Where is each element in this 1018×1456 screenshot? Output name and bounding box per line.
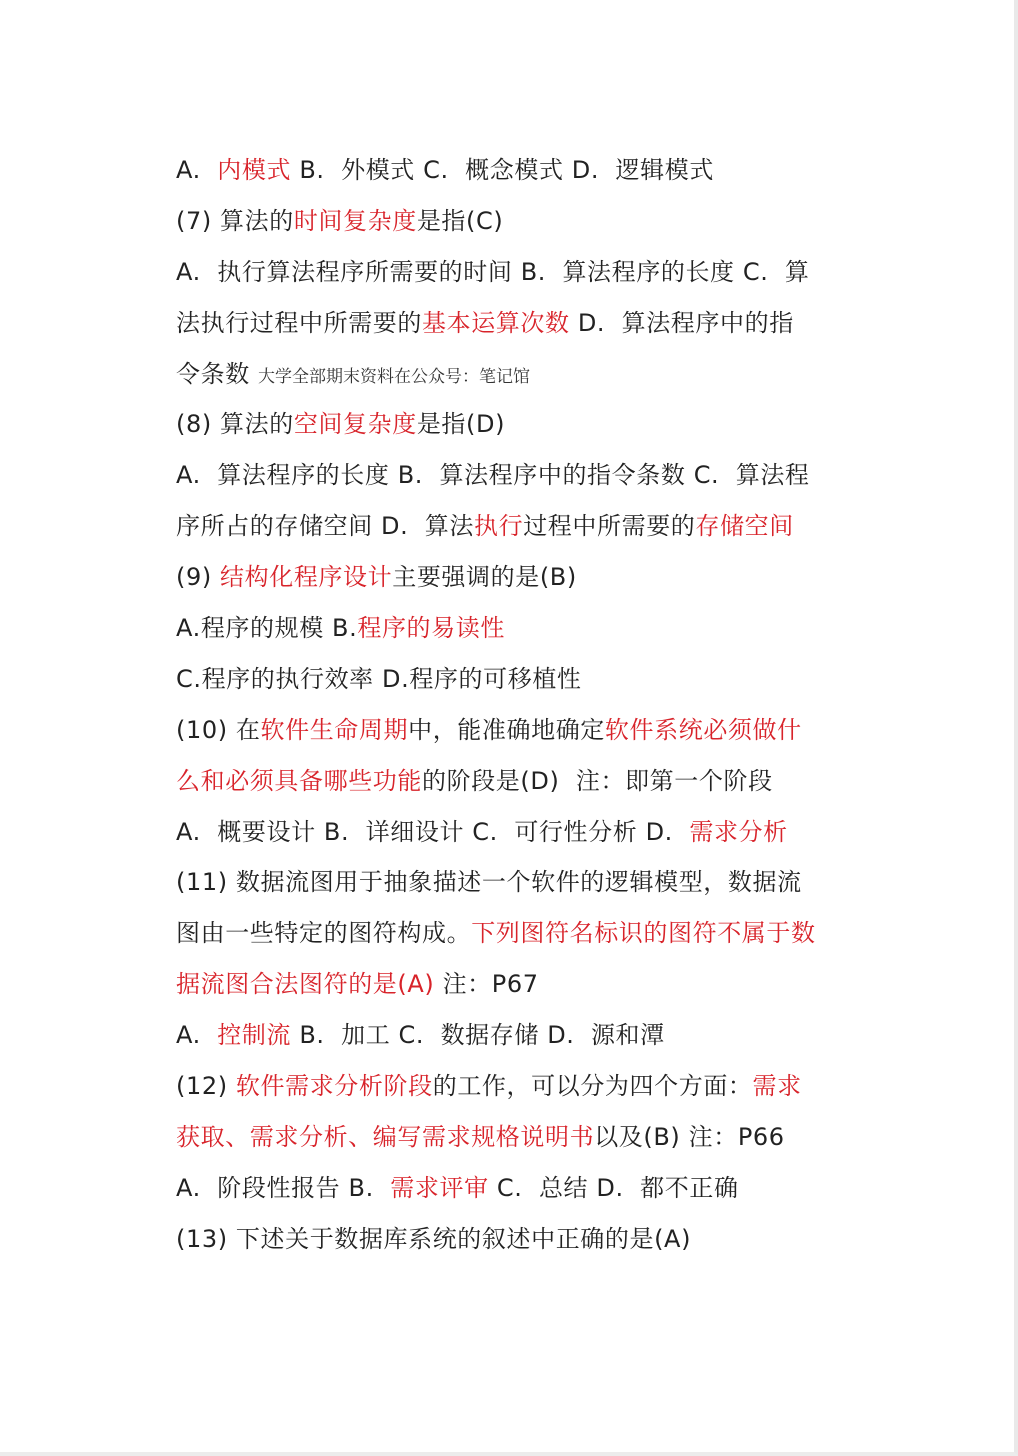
text-segment: 是指(D) (416, 410, 506, 439)
text-segment: (7) 算法的 (176, 206, 294, 235)
text-segment: 主要强调的是(B) (392, 563, 577, 592)
highlighted-text: 需求分析 (689, 817, 788, 846)
text-line (176, 654, 866, 705)
text-segment: C. 总结 D. 都不正确 (488, 1173, 739, 1202)
text-segment: A. 阶段性报告 B. (176, 1173, 391, 1202)
highlighted-text: 存储空间 (695, 512, 794, 541)
text-line (176, 399, 866, 450)
text-line (176, 807, 866, 858)
text-segment: 注：P67 (434, 970, 539, 999)
highlighted-text: 控制流 (217, 1021, 292, 1050)
watermark-note: 大学全部期末资料在公众号：笔记馆 (258, 366, 531, 387)
text-segment: B. 加工 C. 数据存储 D. 源和潭 (291, 1021, 665, 1050)
highlighted-text: 内模式 (217, 156, 292, 184)
text-line (176, 247, 866, 298)
text-segment: B. 外模式 C. 概念模式 D. 逻辑模式 (291, 156, 714, 184)
highlighted-text: 据流图合法图符的是(A) (176, 970, 435, 999)
document-body (176, 145, 866, 1265)
text-line (176, 501, 866, 552)
text-segment: A. (176, 156, 218, 184)
text-segment: A. 算法程序的长度 B. 算法程序中的指令条数 C. 算法程 (176, 461, 810, 490)
text-line (176, 450, 866, 501)
text-line (176, 552, 866, 603)
text-line (176, 196, 866, 247)
text-segment: A. 执行算法程序所需要的时间 B. 算法程序的长度 C. 算 (176, 257, 810, 286)
text-segment: (8) 算法的 (176, 410, 294, 439)
highlighted-text: 么和必须具备哪些功能 (176, 766, 422, 795)
text-segment: (11) 数据流图用于抽象描述一个软件的逻辑模型，数据流 (176, 868, 802, 897)
text-segment: 令条数 (176, 359, 259, 388)
highlighted-text: 执行 (474, 512, 524, 541)
text-segment: 的阶段是(D) 注：即第一个阶段 (422, 766, 773, 795)
highlighted-text: 软件系统必须做什 (604, 715, 802, 744)
text-line (176, 857, 866, 908)
text-segment: (9) (176, 563, 221, 592)
highlighted-text: 空间复杂度 (293, 410, 417, 439)
text-line (176, 603, 866, 654)
text-line (176, 1214, 866, 1265)
highlighted-text: 时间复杂度 (293, 206, 417, 235)
text-line (176, 1061, 866, 1112)
text-segment: (12) (176, 1072, 236, 1101)
text-segment: 的工作，可以分为四个方面： (432, 1072, 753, 1101)
text-line (176, 1163, 866, 1214)
highlighted-text: 下列图符名标识的图符不属于数 (471, 919, 816, 948)
text-line (176, 959, 866, 1010)
text-segment: 图由一些特定的图符构成。 (176, 919, 472, 948)
text-segment: C.程序的执行效率 D.程序的可移植性 (176, 664, 582, 693)
text-segment: 中，能准确地确定 (408, 715, 605, 744)
highlighted-text: 软件生命周期 (260, 715, 409, 744)
highlighted-text: 结构化程序设计 (220, 563, 393, 592)
text-segment: (10) 在 (176, 715, 261, 744)
text-line (176, 1112, 866, 1163)
text-line (176, 298, 866, 349)
highlighted-text: 程序的易读性 (357, 614, 505, 643)
text-segment: 以及(B) 注：P66 (594, 1122, 785, 1151)
text-line (176, 1010, 866, 1061)
highlighted-text: 软件需求分析阶段 (235, 1072, 433, 1101)
highlighted-text: 需求 (752, 1072, 802, 1101)
text-line (176, 705, 866, 756)
text-segment: A. (176, 1021, 218, 1050)
text-segment: D. 算法程序中的指 (569, 308, 794, 337)
highlighted-text: 基本运算次数 (422, 308, 570, 337)
highlighted-text: 获取、需求分析、编写需求规格说明书 (176, 1122, 595, 1151)
text-segment: (13) 下述关于数据库系统的叙述中正确的是(A) (176, 1224, 692, 1253)
text-line (176, 908, 866, 959)
text-segment: A.程序的规模 B. (176, 614, 358, 643)
text-segment: 过程中所需要的 (523, 512, 696, 541)
text-segment: 法执行过程中所需要的 (176, 308, 422, 337)
highlighted-text: 需求评审 (390, 1173, 489, 1202)
text-segment: 是指(C) (416, 206, 504, 235)
text-line (176, 349, 866, 400)
text-line (176, 756, 866, 807)
text-segment: A. 概要设计 B. 详细设计 C. 可行性分析 D. (176, 817, 690, 846)
text-line (176, 145, 866, 196)
text-segment: 序所占的存储空间 D. 算法 (176, 512, 474, 541)
